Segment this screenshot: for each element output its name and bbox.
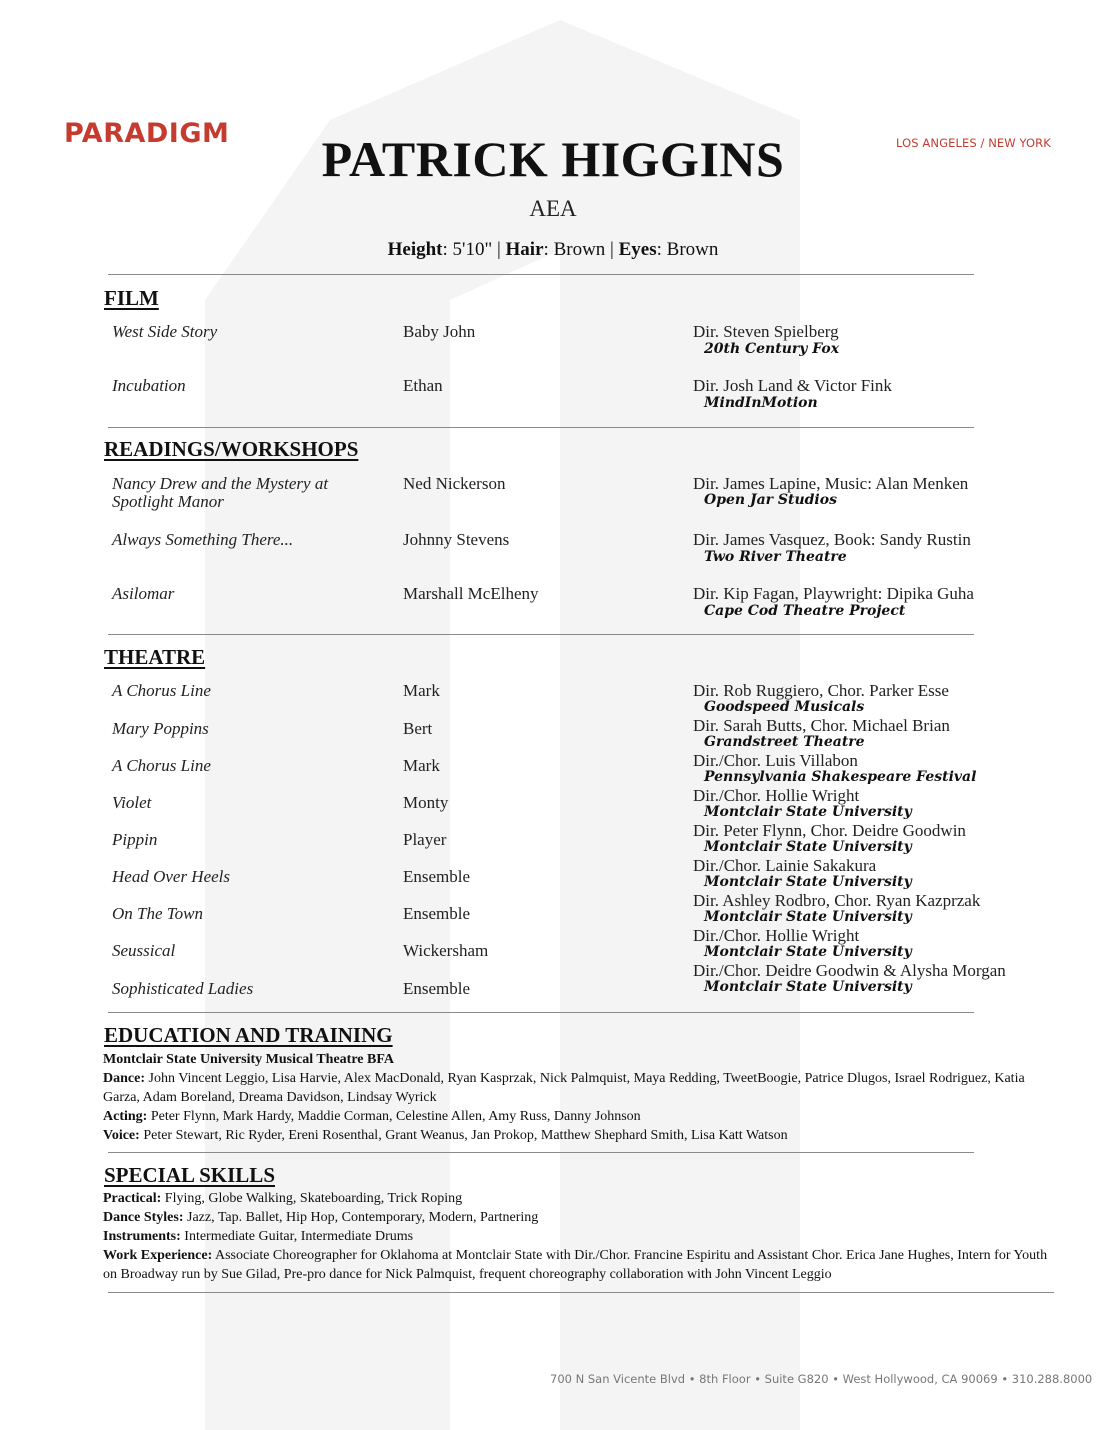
credit-role: Johnny Stevens [403,530,510,549]
credit-director: Dir. James Vasquez, Book: Sandy Rustin [693,530,971,549]
credit-title: Nancy Drew and the Mystery at Spotlight Manor [112,474,329,511]
credit-company: Pennsylvania Shakespeare Festival [704,769,977,785]
voice-label: Voice: [103,1128,140,1143]
credit-role: Ensemble [403,867,471,886]
instruments-label: Instruments: [103,1229,181,1244]
divider [108,427,974,428]
credit-role: Player [403,830,447,849]
credit-company: Open Jar Studios [704,492,837,508]
credit-role: Monty [403,793,449,812]
voice-teachers: Peter Stewart, Ric Ryder, Ereni Rosenthal, Grant Weanus, Jan Prokop, Matthew Shephard Smith, Lisa Katt Watson [143,1128,788,1143]
credit-role: Marshall McElheny [403,584,539,603]
credit-director: Dir. Rob Ruggiero, Chor. Parker Esse [693,681,949,700]
school-name: Montclair State University Musical Theatre BFA [103,1052,394,1067]
union-affiliation: AEA [529,196,577,221]
credit-role: Ensemble [403,904,471,923]
credit-company: Montclair State University [704,979,912,995]
height-label: Height [387,239,443,260]
divider [108,1292,1054,1293]
hair-value: Brown [553,239,606,260]
credit-director: Dir. Steven Spielberg [693,322,839,341]
credit-company: Grandstreet Theatre [704,734,865,750]
credit-company: MindInMotion [704,395,818,411]
credit-director: Dir./Chor. Luis Villabon [693,751,858,770]
credit-role: Mark [403,681,440,700]
acting-teachers: Peter Flynn, Mark Hardy, Maddie Corman, Celestine Allen, Amy Russ, Danny Johnson [150,1109,641,1124]
credit-title: Violet [112,793,152,812]
education-details [103,1050,1053,1145]
credit-title: Always Something There... [112,530,294,549]
credit-title: Seussical [112,941,176,960]
credit-director: Dir. Josh Land & Victor Fink [693,376,892,395]
hair-label: Hair [505,239,544,260]
dance-teachers: John Vincent Leggio, Lisa Harvie, Alex MacDonald, Ryan Kasprzak, Nick Palmquist, Maya Redding, TweetBoogie, Patrice Dlugos, Israel Rodriguez, Katia Garza, Adam Boreland, Dreama Davidson, Lindsay Wyrick [103,1071,1025,1105]
dance-styles-label: Dance Styles: [103,1210,184,1225]
credit-role: Ned Nickerson [403,474,506,493]
divider [108,634,974,635]
credit-role: Wickersham [403,941,489,960]
credit-role: Bert [403,719,433,738]
credit-director: Dir. James Lapine, Music: Alan Menken [693,474,969,493]
credit-company: Montclair State University [704,839,912,855]
credit-title: Incubation [112,376,186,395]
credit-title: Sophisticated Ladies [112,979,254,998]
credit-title: Pippin [112,830,158,849]
credit-role: Ethan [403,376,443,395]
credit-company: Two River Theatre [704,549,847,565]
credit-role: Mark [403,756,440,775]
actor-name: PATRICK HIGGINS [321,131,785,187]
credit-title: A Chorus Line [112,681,211,700]
agency-logo: PARADIGM [64,118,230,149]
credit-title: Asilomar [112,584,175,603]
credit-company: Montclair State University [704,804,912,820]
agency-cities: LOS ANGELES / NEW YORK [896,136,1051,150]
credit-company: Cape Cod Theatre Project [704,603,906,619]
section-title-theatre: THEATRE [104,645,206,669]
credit-company: Montclair State University [704,909,912,925]
credit-director: Dir. Peter Flynn, Chor. Deidre Goodwin [693,821,966,840]
credit-title: On The Town [112,904,204,923]
physical-stats: Height: 5'10" | Hair: Brown | Eyes: Brown [387,239,719,260]
section-title-film: FILM [104,286,159,310]
section-title-readings: READINGS/WORKSHOPS [104,437,359,461]
credit-company: Goodspeed Musicals [704,699,865,715]
agency-address: 700 N San Vicente Blvd • 8th Floor • Suite G820 • West Hollywood, CA 90069 • 310.288.8000 [550,1372,1093,1386]
credit-director: Dir. Kip Fagan, Playwright: Dipika Guha [693,584,974,603]
practical-label: Practical: [103,1191,162,1206]
credit-director: Dir./Chor. Hollie Wright [693,926,860,945]
credit-title: A Chorus Line [112,756,211,775]
dance-label: Dance: [103,1071,145,1086]
eyes-value: Brown [666,239,719,260]
credit-director: Dir./Chor. Deidre Goodwin & Alysha Morgan [693,961,1006,980]
work-experience: Associate Choreographer for Oklahoma at Montclair State with Dir./Chor. Francine Espiritu and Assistant Chor. Erica Jane Hughes, Intern for Youth on Broadway run by Sue Gilad, Pre-pro dance for Nick Palmquist, frequent choreography collaboration with John Vincent Leggio [103,1248,1048,1282]
section-title-skills: SPECIAL SKILLS [104,1163,275,1187]
height-value: 5'10" [452,239,493,260]
credit-company: Montclair State University [704,874,912,890]
divider [108,274,974,275]
credit-director: Dir. Ashley Rodbro, Chor. Ryan Kazprzak [693,891,981,910]
credit-director: Dir./Chor. Lainie Sakakura [693,856,877,875]
dance-styles: Jazz, Tap. Ballet, Hip Hop, Contemporary, Modern, Partnering [187,1210,539,1225]
divider [108,1012,974,1013]
practical-skills: Flying, Globe Walking, Skateboarding, Trick Roping [164,1191,463,1206]
credit-company: 20th Century Fox [704,341,840,357]
credit-title: Head Over Heels [112,867,231,886]
credit-director: Dir. Sarah Butts, Chor. Michael Brian [693,716,950,735]
section-title-education: EDUCATION AND TRAINING [104,1023,393,1047]
acting-label: Acting: [103,1109,148,1124]
credit-role: Baby John [403,322,476,341]
divider [108,1152,974,1153]
credit-title: Mary Poppins [112,719,209,738]
instruments: Intermediate Guitar, Intermediate Drums [184,1229,414,1244]
credit-director: Dir./Chor. Hollie Wright [693,786,860,805]
work-label: Work Experience: [103,1248,213,1263]
credit-company: Montclair State University [704,944,912,960]
credit-role: Ensemble [403,979,471,998]
eyes-label: Eyes [618,239,657,260]
credit-title: West Side Story [112,322,218,341]
skills-details [103,1189,1053,1284]
